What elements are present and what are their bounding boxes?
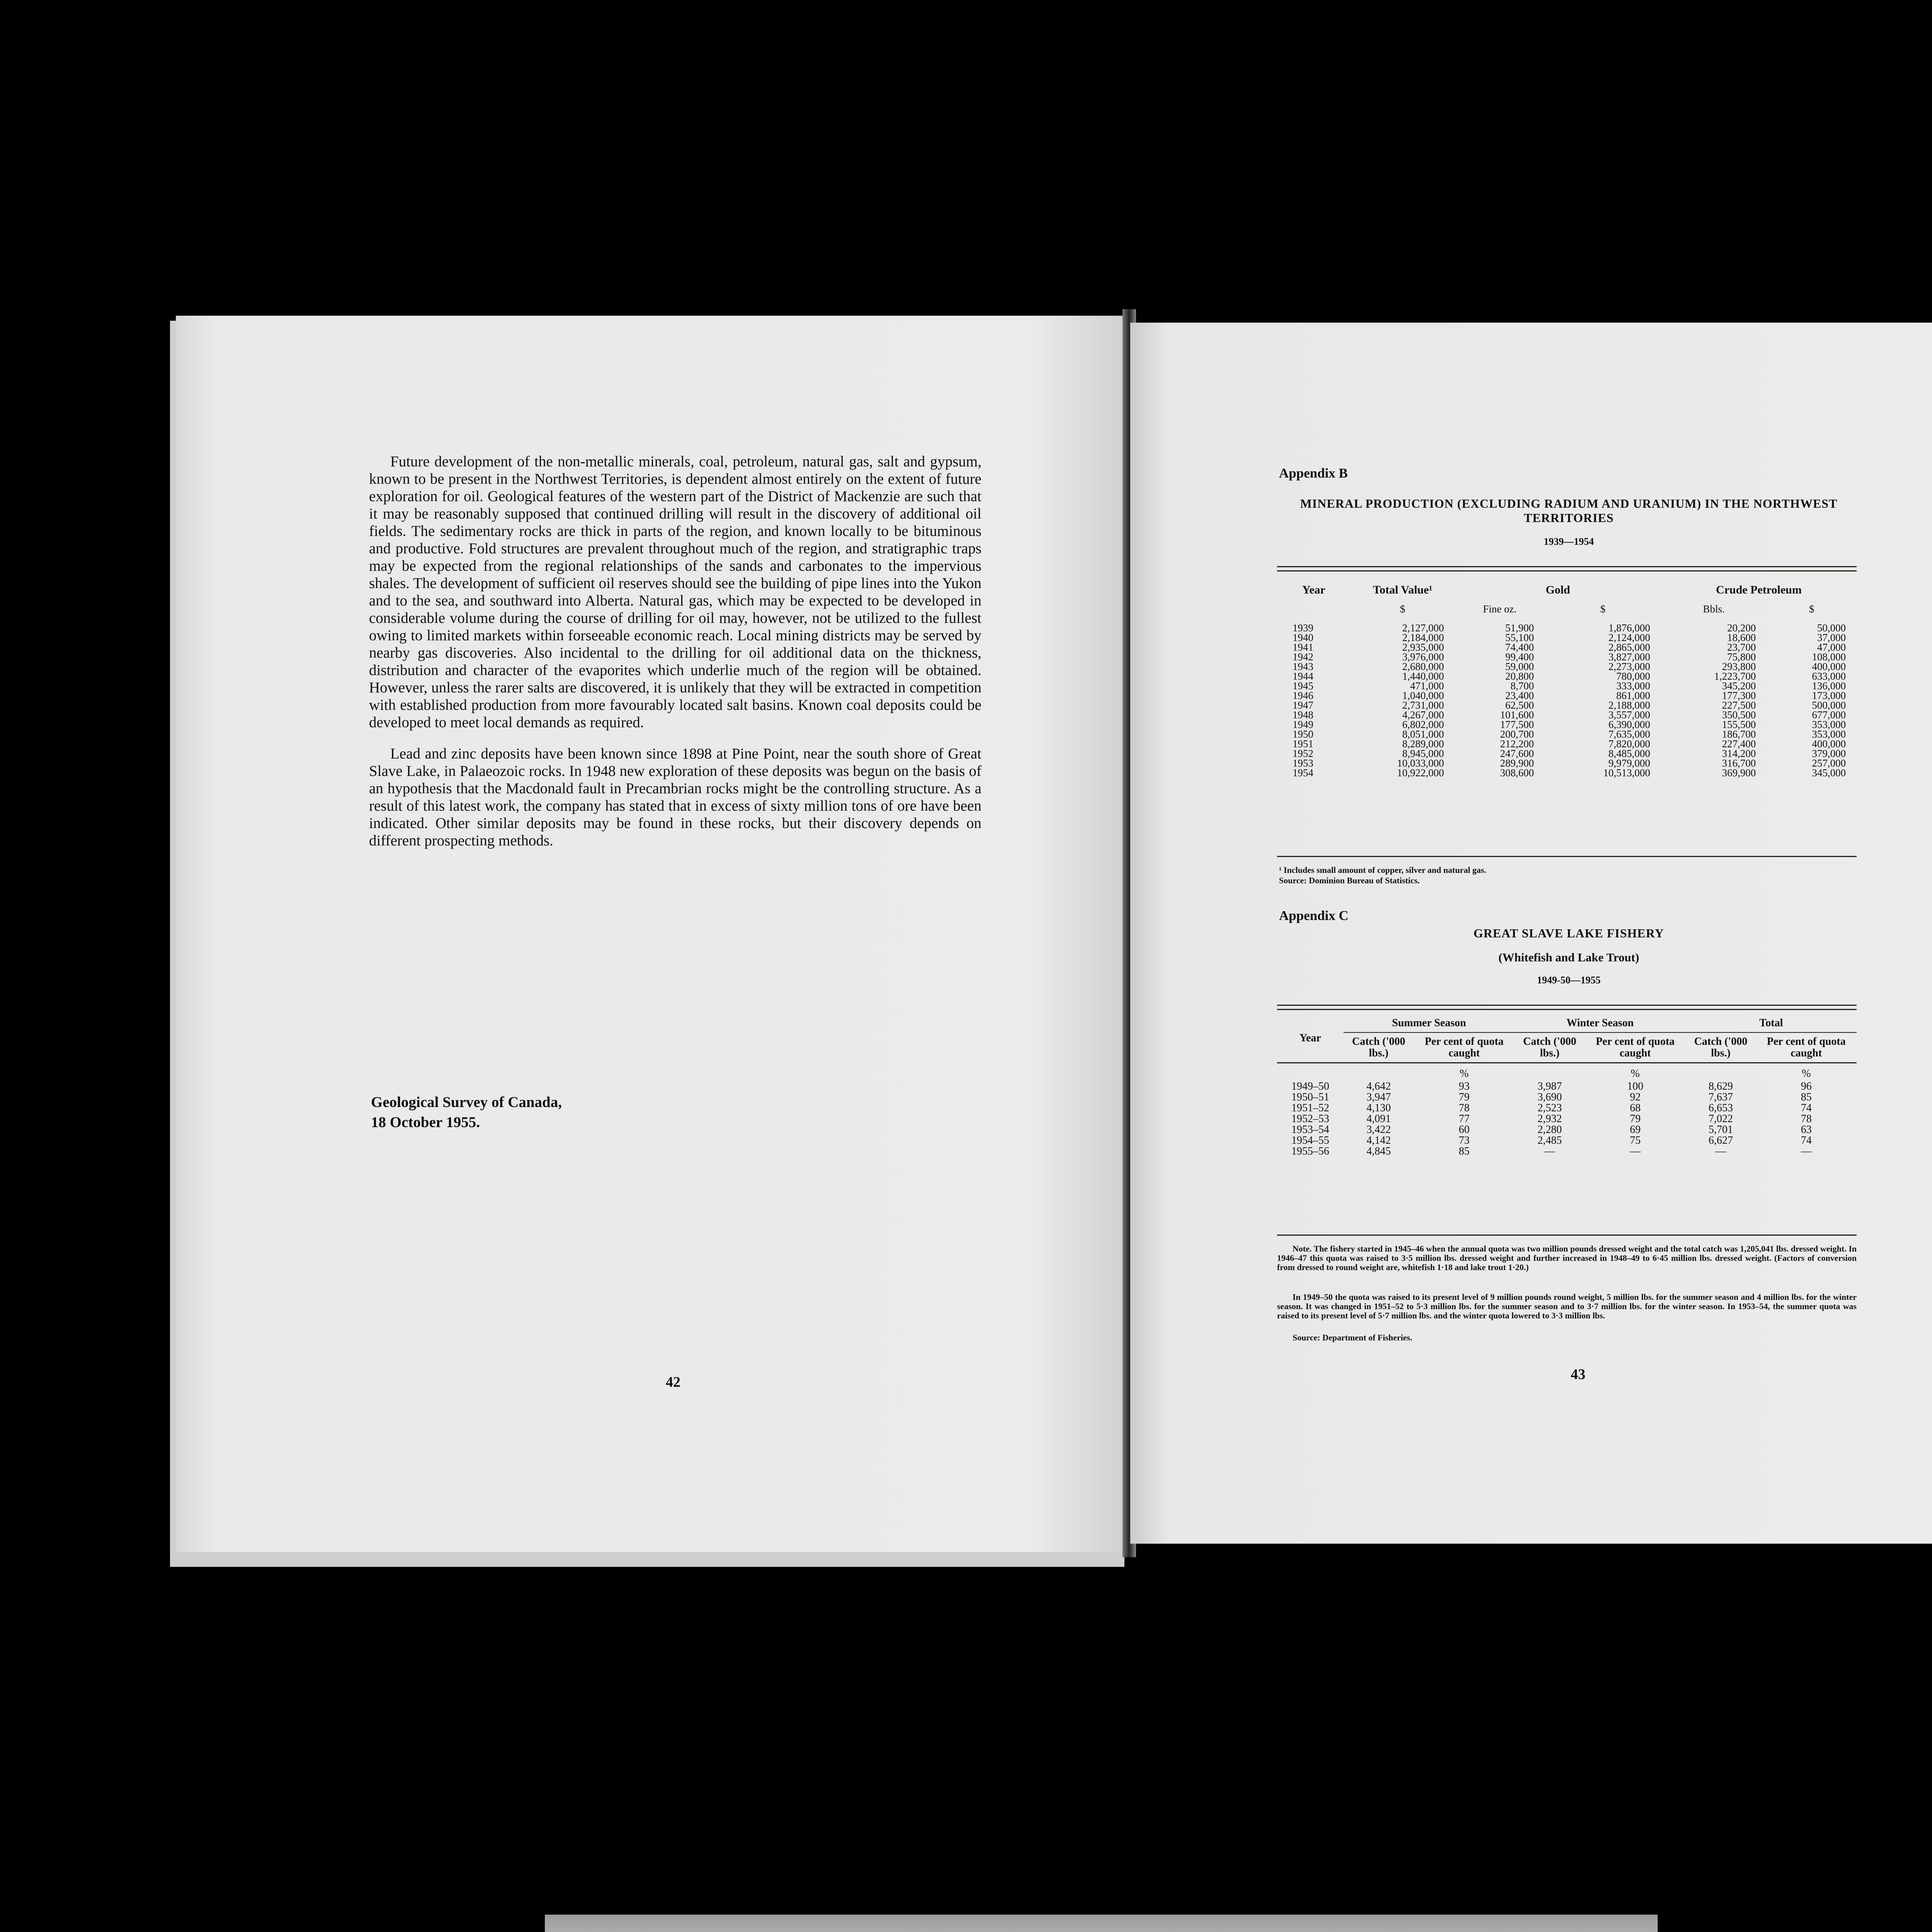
mineral-cell: 369,900 — [1722, 767, 1756, 779]
fishery-cell: 1955–56 — [1291, 1145, 1329, 1157]
paragraph-oil-exploration: Future development of the non-metallic minerals, coal, petroleum, natural gas, salt and gypsum, known to be present in the Northwest Territories, is dependent almost entirely on the extent of future exploration for oil. Geological features of the western part of the District of Mackenzie are such that it may be reasonably supposed that continued drilling will result in the discovery of additional oil fields. The sedimentary rocks are thick in parts of the region, and known locally to be bituminous and productive. Fold structures are prevalent throughout much of the region, and stratigraphic traps may be expected from the regional relationships of the sands and carbonates to the impervious shales. The development of sufficient oil reserves should see the building of pipe lines into the Yukon and to the sea, and southward into Alberta. Natural gas, which may be expected to be developed in considerable volume during the course of drilling for oil may, however, not be utilized to the fullest owing to limited markets within forseeable economic reach. Local mining districts may be served by nearby gas discoveries. Also incidental to the drilling for oil additional data on the thickness, distribution and character of the evaporites which underlie much of the region will be obtained. However, unless the rarer salts are discovered, it is unlikely that they will be extracted in competition with established production from more favourably located salt basins. Known coal deposits could be developed to meet local demands as required. — [369, 453, 981, 731]
appendix-b-label: Appendix B — [1279, 466, 1348, 481]
mineral-cell: 677,000 — [1812, 709, 1846, 721]
mineral-cell: 37,000 — [1817, 632, 1846, 643]
appendix-b-footnote: ¹ Includes small amount of copper, silver and natural gas. — [1279, 865, 1486, 875]
fishery-table-row — [1277, 1103, 1857, 1114]
mineral-cell: 1949 — [1293, 719, 1313, 730]
mineral-cell: 1951 — [1293, 738, 1313, 750]
mineral-cell: 8,485,000 — [1608, 748, 1650, 759]
page-number-right: 43 — [1571, 1366, 1585, 1383]
mineral-cell: 1948 — [1293, 709, 1313, 721]
mineral-cell: 55,100 — [1505, 632, 1534, 643]
appendix-c-title: GREAT SLAVE LAKE FISHERY — [1473, 926, 1664, 940]
right-page — [1130, 323, 1932, 1544]
mineral-cell: 1945 — [1293, 680, 1313, 692]
fishery-cell: 79 — [1629, 1113, 1641, 1125]
header-summer-pct: Per cent of quota caught — [1425, 1036, 1504, 1059]
mineral-cell: 177,300 — [1722, 690, 1756, 701]
mineral-cell: 316,700 — [1722, 757, 1756, 769]
fishery-cell: 1951–52 — [1291, 1102, 1329, 1114]
fishery-cell: 74 — [1801, 1134, 1812, 1146]
mineral-cell: 293,800 — [1722, 661, 1756, 672]
mineral-cell: 136,000 — [1812, 680, 1846, 692]
mineral-cell: 333,000 — [1616, 680, 1650, 692]
fishery-cell: 77 — [1459, 1113, 1470, 1125]
fishery-cell: 8,629 — [1708, 1080, 1733, 1092]
fishery-table-row — [1277, 1135, 1857, 1146]
mineral-cell: 1942 — [1293, 651, 1313, 663]
fishery-cell: 78 — [1459, 1102, 1470, 1114]
mineral-cell: 2,124,000 — [1608, 632, 1650, 643]
mineral-table-row — [1277, 701, 1857, 710]
mineral-table-row — [1277, 710, 1857, 720]
mineral-table-row — [1277, 643, 1857, 652]
mineral-table-row — [1277, 681, 1857, 691]
fishery-cell: 74 — [1801, 1102, 1812, 1114]
mineral-cell: 6,390,000 — [1608, 719, 1650, 730]
mineral-table-row — [1277, 730, 1857, 739]
fishery-table-row — [1277, 1146, 1857, 1157]
mineral-cell: 7,820,000 — [1608, 738, 1650, 750]
mineral-table-row — [1277, 662, 1857, 672]
fishery-cell: 73 — [1459, 1134, 1470, 1146]
fishery-table-row — [1277, 1114, 1857, 1124]
fishery-cell: 3,422 — [1366, 1124, 1391, 1136]
mineral-cell: 2,731,000 — [1402, 699, 1444, 711]
mineral-cell: 780,000 — [1616, 670, 1650, 682]
mineral-cell: 18,600 — [1727, 632, 1756, 643]
fishery-unit-cell: % — [1801, 1068, 1811, 1080]
mineral-cell: 314,200 — [1722, 748, 1756, 759]
mineral-cell: 1943 — [1293, 661, 1313, 672]
mineral-table-row — [1277, 652, 1857, 662]
mineral-cell: 308,600 — [1500, 767, 1534, 779]
mineral-cell: 3,827,000 — [1608, 651, 1650, 663]
mineral-unit-cell: Bbls. — [1703, 603, 1725, 615]
mineral-cell: 3,557,000 — [1608, 709, 1650, 721]
header-year: Year — [1299, 1032, 1321, 1044]
fishery-cell: 60 — [1459, 1124, 1470, 1136]
signature-line-2: 18 October 1955. — [371, 1114, 480, 1131]
appendix-b-title-line-1: MINERAL PRODUCTION (EXCLUDING RADIUM AND URANIUM) IN THE NORTHWEST — [1300, 497, 1838, 510]
mineral-table-row — [1277, 623, 1857, 633]
header-year: Year — [1302, 583, 1325, 596]
mineral-cell: 2,273,000 — [1608, 661, 1650, 672]
fishery-cell: — — [1544, 1145, 1555, 1157]
header-winter-pct: Per cent of quota caught — [1595, 1036, 1675, 1059]
fishery-table — [1277, 1014, 1857, 1157]
table-b-top-rule — [1277, 566, 1857, 571]
fishery-cell: 5,701 — [1708, 1124, 1733, 1136]
mineral-cell: 99,400 — [1505, 651, 1534, 663]
fishery-cell: 1954–55 — [1291, 1134, 1329, 1146]
header-winter-season: Winter Season — [1515, 1014, 1686, 1032]
fishery-cell: — — [1629, 1145, 1641, 1157]
mineral-table-row — [1277, 768, 1857, 778]
mineral-unit-cell: Fine oz. — [1483, 603, 1517, 615]
header-total-catch: Catch ('000 lbs.) — [1694, 1036, 1748, 1059]
fishery-cell: 6,653 — [1708, 1102, 1733, 1114]
fishery-cell: 1949–50 — [1291, 1080, 1329, 1092]
appendix-c-years: 1949-50—1955 — [1537, 975, 1601, 986]
page-number-left: 42 — [666, 1374, 680, 1390]
mineral-cell: 289,900 — [1500, 757, 1534, 769]
mineral-unit-cell: $ — [1600, 603, 1605, 615]
fishery-cell: 75 — [1629, 1134, 1641, 1146]
fishery-table-row — [1277, 1124, 1857, 1135]
fishery-cell: 78 — [1801, 1113, 1812, 1125]
mineral-cell: 186,700 — [1722, 728, 1756, 740]
fishery-table-row — [1277, 1092, 1857, 1103]
table-c-bottom-rule — [1277, 1235, 1857, 1236]
mineral-cell: 2,935,000 — [1402, 641, 1444, 653]
mineral-cell: 101,600 — [1500, 709, 1534, 721]
mineral-table-row — [1277, 749, 1857, 759]
mineral-cell: 1947 — [1293, 699, 1313, 711]
mineral-cell: 51,900 — [1505, 622, 1534, 634]
mineral-table-row — [1277, 739, 1857, 749]
fishery-cell: 7,022 — [1708, 1113, 1733, 1125]
appendix-c-subtitle: (Whitefish and Lake Trout) — [1498, 951, 1639, 964]
mineral-cell: 1939 — [1293, 622, 1313, 634]
fishery-cell: 4,142 — [1366, 1134, 1391, 1146]
header-total-value: Total Value¹ — [1373, 583, 1432, 596]
signature-line-1: Geological Survey of Canada, — [371, 1094, 562, 1111]
mineral-table-row — [1277, 691, 1857, 701]
mineral-cell: 10,513,000 — [1603, 767, 1650, 779]
mineral-cell: 1954 — [1293, 767, 1313, 779]
fishery-cell: 85 — [1801, 1091, 1812, 1103]
appendix-c-label: Appendix C — [1279, 908, 1349, 923]
fishery-table-row — [1277, 1081, 1857, 1092]
header-gold: Gold — [1546, 583, 1570, 596]
fishery-unit-cell — [1344, 1063, 1414, 1082]
appendix-b-title — [1277, 497, 1861, 525]
mineral-cell: 7,635,000 — [1608, 728, 1650, 740]
appendix-c-note-1: Note. The fishery started in 1945–46 when the annual quota was two million pounds dressed weight and the total catch was 1,205,041 lbs. dressed weight. In 1946–47 this quota was raised to 3·5 million lbs. dressed weight and further increased in 1948–49 to 6·45 million lbs. dressed weight. (Factors of conversion from dressed to round weight are, whitefish 1·18 and lake trout 1·20.) — [1277, 1244, 1857, 1272]
mineral-cell: 20,200 — [1727, 622, 1756, 634]
appendix-b-source: Source: Dominion Bureau of Statistics. — [1279, 876, 1420, 885]
mineral-cell: 62,500 — [1505, 699, 1534, 711]
header-crude-petroleum: Crude Petroleum — [1716, 583, 1802, 596]
fishery-cell: 2,523 — [1537, 1102, 1562, 1114]
fishery-unit-cell — [1277, 1063, 1344, 1082]
paragraph-lead-zinc: Lead and zinc deposits have been known since 1898 at Pine Point, near the south shore of Great Slave Lake, in Palaeozoic rocks. In 1948 new exploration of these deposits was begun on the basis of an hypothesis that the Macdonald fault in Precambrian rocks might be the controlling structure. As a result of this latest work, the company has stated that in excess of sixty million tons of ore have been indicated. Other similar deposits may be found in these rocks, but their discovery depends on different prospecting methods. — [369, 745, 981, 849]
archive-card — [545, 1915, 1658, 1932]
mineral-cell: 20,800 — [1505, 670, 1534, 682]
mineral-cell: 50,000 — [1817, 622, 1846, 634]
fishery-cell: 7,637 — [1708, 1091, 1733, 1103]
mineral-cell: 108,000 — [1812, 651, 1846, 663]
mineral-cell: 1940 — [1293, 632, 1313, 643]
mineral-table-row — [1277, 720, 1857, 730]
mineral-cell: 212,200 — [1500, 738, 1534, 750]
fishery-cell: 1952–53 — [1291, 1113, 1329, 1125]
mineral-cell: 155,500 — [1722, 719, 1756, 730]
fishery-cell: 4,130 — [1366, 1102, 1391, 1114]
mineral-cell: 1950 — [1293, 728, 1313, 740]
mineral-cell: 6,802,000 — [1402, 719, 1444, 730]
mineral-cell: 177,500 — [1500, 719, 1534, 730]
mineral-cell: 8,945,000 — [1402, 748, 1444, 759]
fishery-cell: 4,642 — [1366, 1080, 1391, 1092]
mineral-cell: 59,000 — [1505, 661, 1534, 672]
fishery-cell: 3,987 — [1537, 1080, 1562, 1092]
mineral-cell: 8,289,000 — [1402, 738, 1444, 750]
mineral-cell: 8,051,000 — [1402, 728, 1444, 740]
appendix-c-note-2: In 1949–50 the quota was raised to its present level of 9 million pounds round weight, 5 million lbs. for the summer season and 4 million lbs. for the winter season. It was changed in 1951–52 to 5·3 million lbs. for the summer season and to 3·7 million lbs. for the winter season. In 1953–54, the summer quota was raised to its present level of 5·7 million lbs. and the winter quota lowered to 3·3 million lbs. — [1277, 1292, 1857, 1320]
mineral-cell: 1,876,000 — [1608, 622, 1650, 634]
mineral-cell: 10,033,000 — [1397, 757, 1444, 769]
mineral-cell: 227,500 — [1722, 699, 1756, 711]
mineral-cell: 74,400 — [1505, 641, 1534, 653]
fishery-cell: 2,280 — [1537, 1124, 1562, 1136]
fishery-cell: 96 — [1801, 1080, 1812, 1092]
mineral-cell: 75,800 — [1727, 651, 1756, 663]
mineral-cell: 1952 — [1293, 748, 1313, 759]
fishery-unit-cell: % — [1459, 1068, 1469, 1080]
mineral-cell: 500,000 — [1812, 699, 1846, 711]
fishery-cell: 4,845 — [1366, 1145, 1391, 1157]
fishery-unit-cell — [1685, 1063, 1756, 1082]
fishery-cell: 68 — [1629, 1102, 1641, 1114]
mineral-cell: 2,188,000 — [1608, 699, 1650, 711]
mineral-cell: 345,200 — [1722, 680, 1756, 692]
mineral-table-row — [1277, 759, 1857, 768]
mineral-cell: 23,700 — [1727, 641, 1756, 653]
mineral-cell: 9,979,000 — [1608, 757, 1650, 769]
mineral-units-row — [1277, 600, 1857, 623]
fishery-cell: 1953–54 — [1291, 1124, 1329, 1136]
mineral-cell: 1,040,000 — [1402, 690, 1444, 701]
mineral-cell: 257,000 — [1812, 757, 1846, 769]
mineral-cell: 353,000 — [1812, 719, 1846, 730]
mineral-cell: 1944 — [1293, 670, 1313, 682]
mineral-table-row — [1277, 633, 1857, 643]
fishery-unit-cell: % — [1631, 1068, 1640, 1080]
mineral-cell: 353,000 — [1812, 728, 1846, 740]
mineral-cell: 23,400 — [1505, 690, 1534, 701]
header-summer-season: Summer Season — [1344, 1014, 1515, 1032]
mineral-cell: 3,976,000 — [1402, 651, 1444, 663]
fishery-cell: 85 — [1459, 1145, 1470, 1157]
table-c-top-rule — [1277, 1005, 1857, 1010]
fishery-units-row — [1277, 1063, 1857, 1082]
fishery-cell: 2,485 — [1537, 1134, 1562, 1146]
appendix-b-title-line-2: TERRITORIES — [1524, 511, 1614, 525]
mineral-cell: 2,184,000 — [1402, 632, 1444, 643]
mineral-cell: 400,000 — [1812, 661, 1846, 672]
mineral-cell: 1953 — [1293, 757, 1313, 769]
fishery-cell: 1950–51 — [1291, 1091, 1329, 1103]
header-total-pct: Per cent of quota caught — [1767, 1036, 1846, 1059]
fishery-cell: 3,947 — [1366, 1091, 1391, 1103]
mineral-table-row — [1277, 672, 1857, 681]
mineral-cell: 1946 — [1293, 690, 1313, 701]
mineral-cell: 345,000 — [1812, 767, 1846, 779]
mineral-cell: 471,000 — [1410, 680, 1444, 692]
mineral-cell: 633,000 — [1812, 670, 1846, 682]
mineral-cell: 173,000 — [1812, 690, 1846, 701]
mineral-cell: 47,000 — [1817, 641, 1846, 653]
signature-block — [371, 1092, 562, 1133]
table-b-bottom-rule — [1277, 856, 1857, 857]
mineral-cell: 1941 — [1293, 641, 1313, 653]
header-summer-catch: Catch ('000 lbs.) — [1352, 1036, 1405, 1059]
mineral-unit-cell — [1277, 600, 1350, 623]
mineral-production-table — [1277, 578, 1857, 778]
fishery-unit-cell — [1515, 1063, 1585, 1082]
mineral-cell: 350,500 — [1722, 709, 1756, 721]
appendix-c-source: Source: Department of Fisheries. — [1293, 1333, 1412, 1342]
mineral-cell: 227,400 — [1722, 738, 1756, 750]
header-winter-catch: Catch ('000 lbs.) — [1523, 1036, 1577, 1059]
fishery-cell: 6,627 — [1708, 1134, 1733, 1146]
mineral-cell: 2,680,000 — [1402, 661, 1444, 672]
left-page — [176, 316, 1126, 1552]
fishery-cell: 92 — [1629, 1091, 1641, 1103]
mineral-cell: 200,700 — [1500, 728, 1534, 740]
mineral-cell: 2,127,000 — [1402, 622, 1444, 634]
fishery-cell: — — [1801, 1145, 1812, 1157]
mineral-cell: 861,000 — [1616, 690, 1650, 701]
appendix-b-years: 1939—1954 — [1544, 536, 1594, 547]
fishery-cell: 93 — [1459, 1080, 1470, 1092]
mineral-cell: 10,922,000 — [1397, 767, 1444, 779]
fishery-cell: 2,932 — [1537, 1113, 1562, 1125]
mineral-cell: 247,600 — [1500, 748, 1534, 759]
left-body-text — [369, 453, 981, 863]
mineral-cell: 1,440,000 — [1402, 670, 1444, 682]
fishery-cell: 79 — [1459, 1091, 1470, 1103]
fishery-cell: 100 — [1627, 1080, 1643, 1092]
mineral-cell: 8,700 — [1510, 680, 1534, 692]
mineral-unit-cell: $ — [1400, 603, 1405, 615]
fishery-cell: 4,091 — [1366, 1113, 1391, 1125]
fishery-cell: 3,690 — [1537, 1091, 1562, 1103]
fishery-cell: 63 — [1801, 1124, 1812, 1136]
fishery-cell: — — [1715, 1145, 1726, 1157]
header-total: Total — [1685, 1014, 1857, 1032]
mineral-cell: 2,865,000 — [1608, 641, 1650, 653]
mineral-cell: 379,000 — [1812, 748, 1846, 759]
mineral-cell: 1,223,700 — [1714, 670, 1756, 682]
mineral-unit-cell: $ — [1809, 603, 1815, 615]
mineral-cell: 400,000 — [1812, 738, 1846, 750]
mineral-cell: 4,267,000 — [1402, 709, 1444, 721]
fishery-cell: 69 — [1629, 1124, 1641, 1136]
